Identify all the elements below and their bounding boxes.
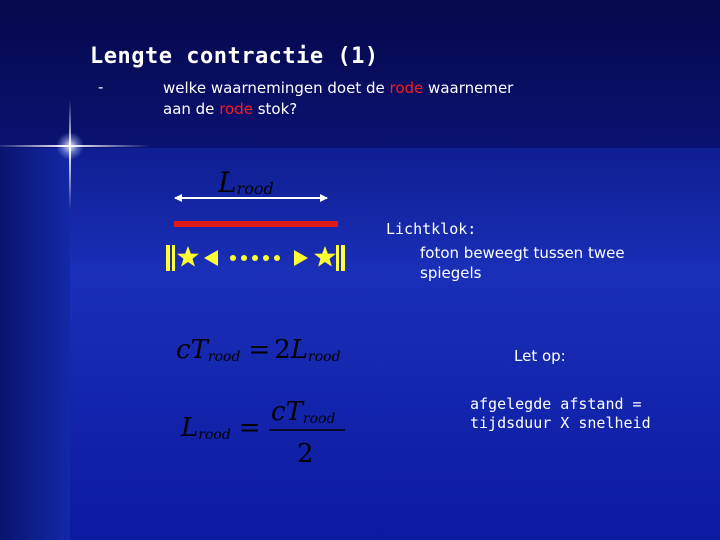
bullet-line-1-red: rode xyxy=(389,79,424,97)
mirror-left-outer xyxy=(166,245,170,271)
eq1-two: 2 xyxy=(274,335,291,365)
eq2-equals: = xyxy=(238,413,261,443)
eq1-T: T xyxy=(190,335,208,365)
equation-2 xyxy=(175,390,355,470)
note-heading: Let op: xyxy=(514,347,566,365)
bullet-line-2-post: stok? xyxy=(252,100,298,118)
equation-1 xyxy=(170,330,370,370)
eq1-T-subscript: rood xyxy=(207,349,241,365)
svg-text:Lrood= xyxy=(180,413,261,443)
bullet-dash: - xyxy=(98,78,104,96)
eq2-c: c xyxy=(271,397,286,427)
mirror-left-inner xyxy=(172,245,175,271)
photon-dot-4 xyxy=(263,255,269,261)
note-line-1: afgelegde afstand = xyxy=(470,395,642,413)
photon-dot-2 xyxy=(241,255,247,261)
eq1-c: c xyxy=(176,335,191,365)
eq1-L: L xyxy=(290,335,309,365)
eq2-L: L xyxy=(181,413,199,443)
eq1-L-subscript: rood xyxy=(308,349,341,365)
eq2-denominator: 2 xyxy=(297,439,314,469)
bullet-line-1-pre: welke waarnemingen doet de xyxy=(163,79,390,97)
bullet-line-2-pre: aan de xyxy=(163,100,220,118)
lichtklok-line-2: spiegels xyxy=(420,264,482,282)
note-line-2: tijdsduur X snelheid xyxy=(470,414,651,432)
svg-text:cTrood=2Lrood xyxy=(176,335,341,365)
eq2-T: T xyxy=(285,397,303,427)
photon-arrow-left xyxy=(204,250,218,266)
star-right xyxy=(314,246,336,267)
svg-text:cTrood xyxy=(271,397,335,427)
star-left xyxy=(177,246,199,267)
bullet-line-1-post: waarnemer xyxy=(423,79,514,97)
photon-arrow-right xyxy=(294,250,308,266)
photon-dot-5 xyxy=(274,255,280,261)
mirror-right-outer xyxy=(341,245,345,271)
photon-dot-3 xyxy=(252,255,258,261)
length-label xyxy=(217,166,274,199)
lichtklok-line-1: foton beweegt tussen twee xyxy=(420,244,625,262)
mirror-right-inner xyxy=(336,245,339,271)
slide-title: Lengte contractie (1) xyxy=(90,44,379,69)
photon-dot-1 xyxy=(230,255,236,261)
length-symbol: L xyxy=(218,166,237,199)
length-subscript: rood xyxy=(236,179,274,198)
bullet-line-2-red: rode xyxy=(219,100,253,118)
lichtklok-heading: Lichtklok: xyxy=(386,220,477,238)
eq1-equals: = xyxy=(248,335,271,365)
red-stick xyxy=(174,221,338,227)
eq2-T-subscript: rood xyxy=(302,411,336,427)
eq2-L-subscript: rood xyxy=(198,427,231,443)
